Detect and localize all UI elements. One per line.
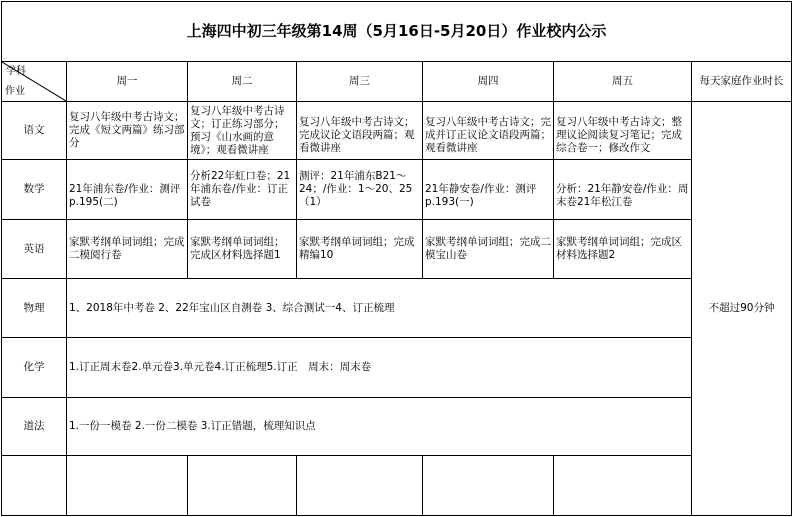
chemistry-homework: 1.订正周末卷2.单元卷3.单元卷4.订正梳理5.订正 周末：周末卷: [67, 338, 692, 398]
english-thu: 家默考纲单词词组；完成二模宝山卷: [423, 220, 554, 279]
corner-subject-label: 学科: [6, 66, 26, 77]
chinese-fri: 复习八年级中考古诗文；整理议论阅读复习笔记；完成综合卷一；修改作文: [554, 102, 692, 160]
english-fri: 家默考纲单词词组；完成区材料选择题2: [554, 220, 692, 279]
empty-cell: [297, 456, 423, 516]
english-tue: 家默考纲单词词组；完成区材料选择题1: [188, 220, 297, 279]
page-title: 上海四中初三年级第14周（5月16日-5月20日）作业校内公示: [2, 2, 792, 62]
day-header-fri: 周五: [554, 62, 692, 102]
day-header-mon: 周一: [67, 62, 188, 102]
empty-cell: [2, 456, 67, 516]
subject-chinese: 语文: [2, 102, 67, 160]
empty-cell: [423, 456, 554, 516]
english-mon: 家默考纲单词词组；完成二模阅行卷: [67, 220, 188, 279]
english-wed: 家默考纲单词词组；完成精编10: [297, 220, 423, 279]
duration-header: 每天家庭作业时长: [692, 62, 792, 102]
math-tue: 分析22年虹口卷；21年浦东卷/作业：订正试卷: [188, 160, 297, 220]
corner-header: [2, 62, 67, 102]
subject-math: 数学: [2, 160, 67, 220]
chinese-mon: 复习八年级中考古诗文；完成《短文两篇》练习部分: [67, 102, 188, 160]
empty-cell: [554, 456, 692, 516]
chinese-tue: 复习八年级中考古诗文；订正练习部分；预习《山水画的意境》；观看微讲座: [188, 102, 297, 160]
corner-homework-label: 作业: [5, 86, 25, 97]
math-fri: 分析：21年静安卷/作业：周末卷21年松江卷: [554, 160, 692, 220]
empty-cell: [188, 456, 297, 516]
subject-chemistry: 化学: [2, 338, 67, 398]
day-header-thu: 周四: [423, 62, 554, 102]
chinese-wed: 复习八年级中考古诗文；完成议论文语段两篇；观看微讲座: [297, 102, 423, 160]
subject-physics: 物理: [2, 279, 67, 338]
subject-morality-law: 道法: [2, 398, 67, 456]
math-thu: 21年静安卷/作业：测评p.193(一): [423, 160, 554, 220]
homework-table: [1, 1, 792, 516]
physics-homework: 1、2018年中考卷 2、22年宝山区自测卷 3、综合测试一4、订正梳理: [67, 279, 692, 338]
duration-value: 不超过90分钟: [692, 102, 792, 516]
subject-english: 英语: [2, 220, 67, 279]
math-mon: 21年浦东卷/作业：测评p.195(二): [67, 160, 188, 220]
chinese-thu: 复习八年级中考古诗文；完成并订正议论文语段两篇；观看微讲座: [423, 102, 554, 160]
morality-law-homework: 1.一份一模卷 2.一份二模卷 3.订正错题，梳理知识点: [67, 398, 692, 456]
day-header-tue: 周二: [188, 62, 297, 102]
math-wed: 测评：21年浦东B21～24；/作业：1～20、25（1）: [297, 160, 423, 220]
day-header-wed: 周三: [297, 62, 423, 102]
empty-cell: [67, 456, 188, 516]
